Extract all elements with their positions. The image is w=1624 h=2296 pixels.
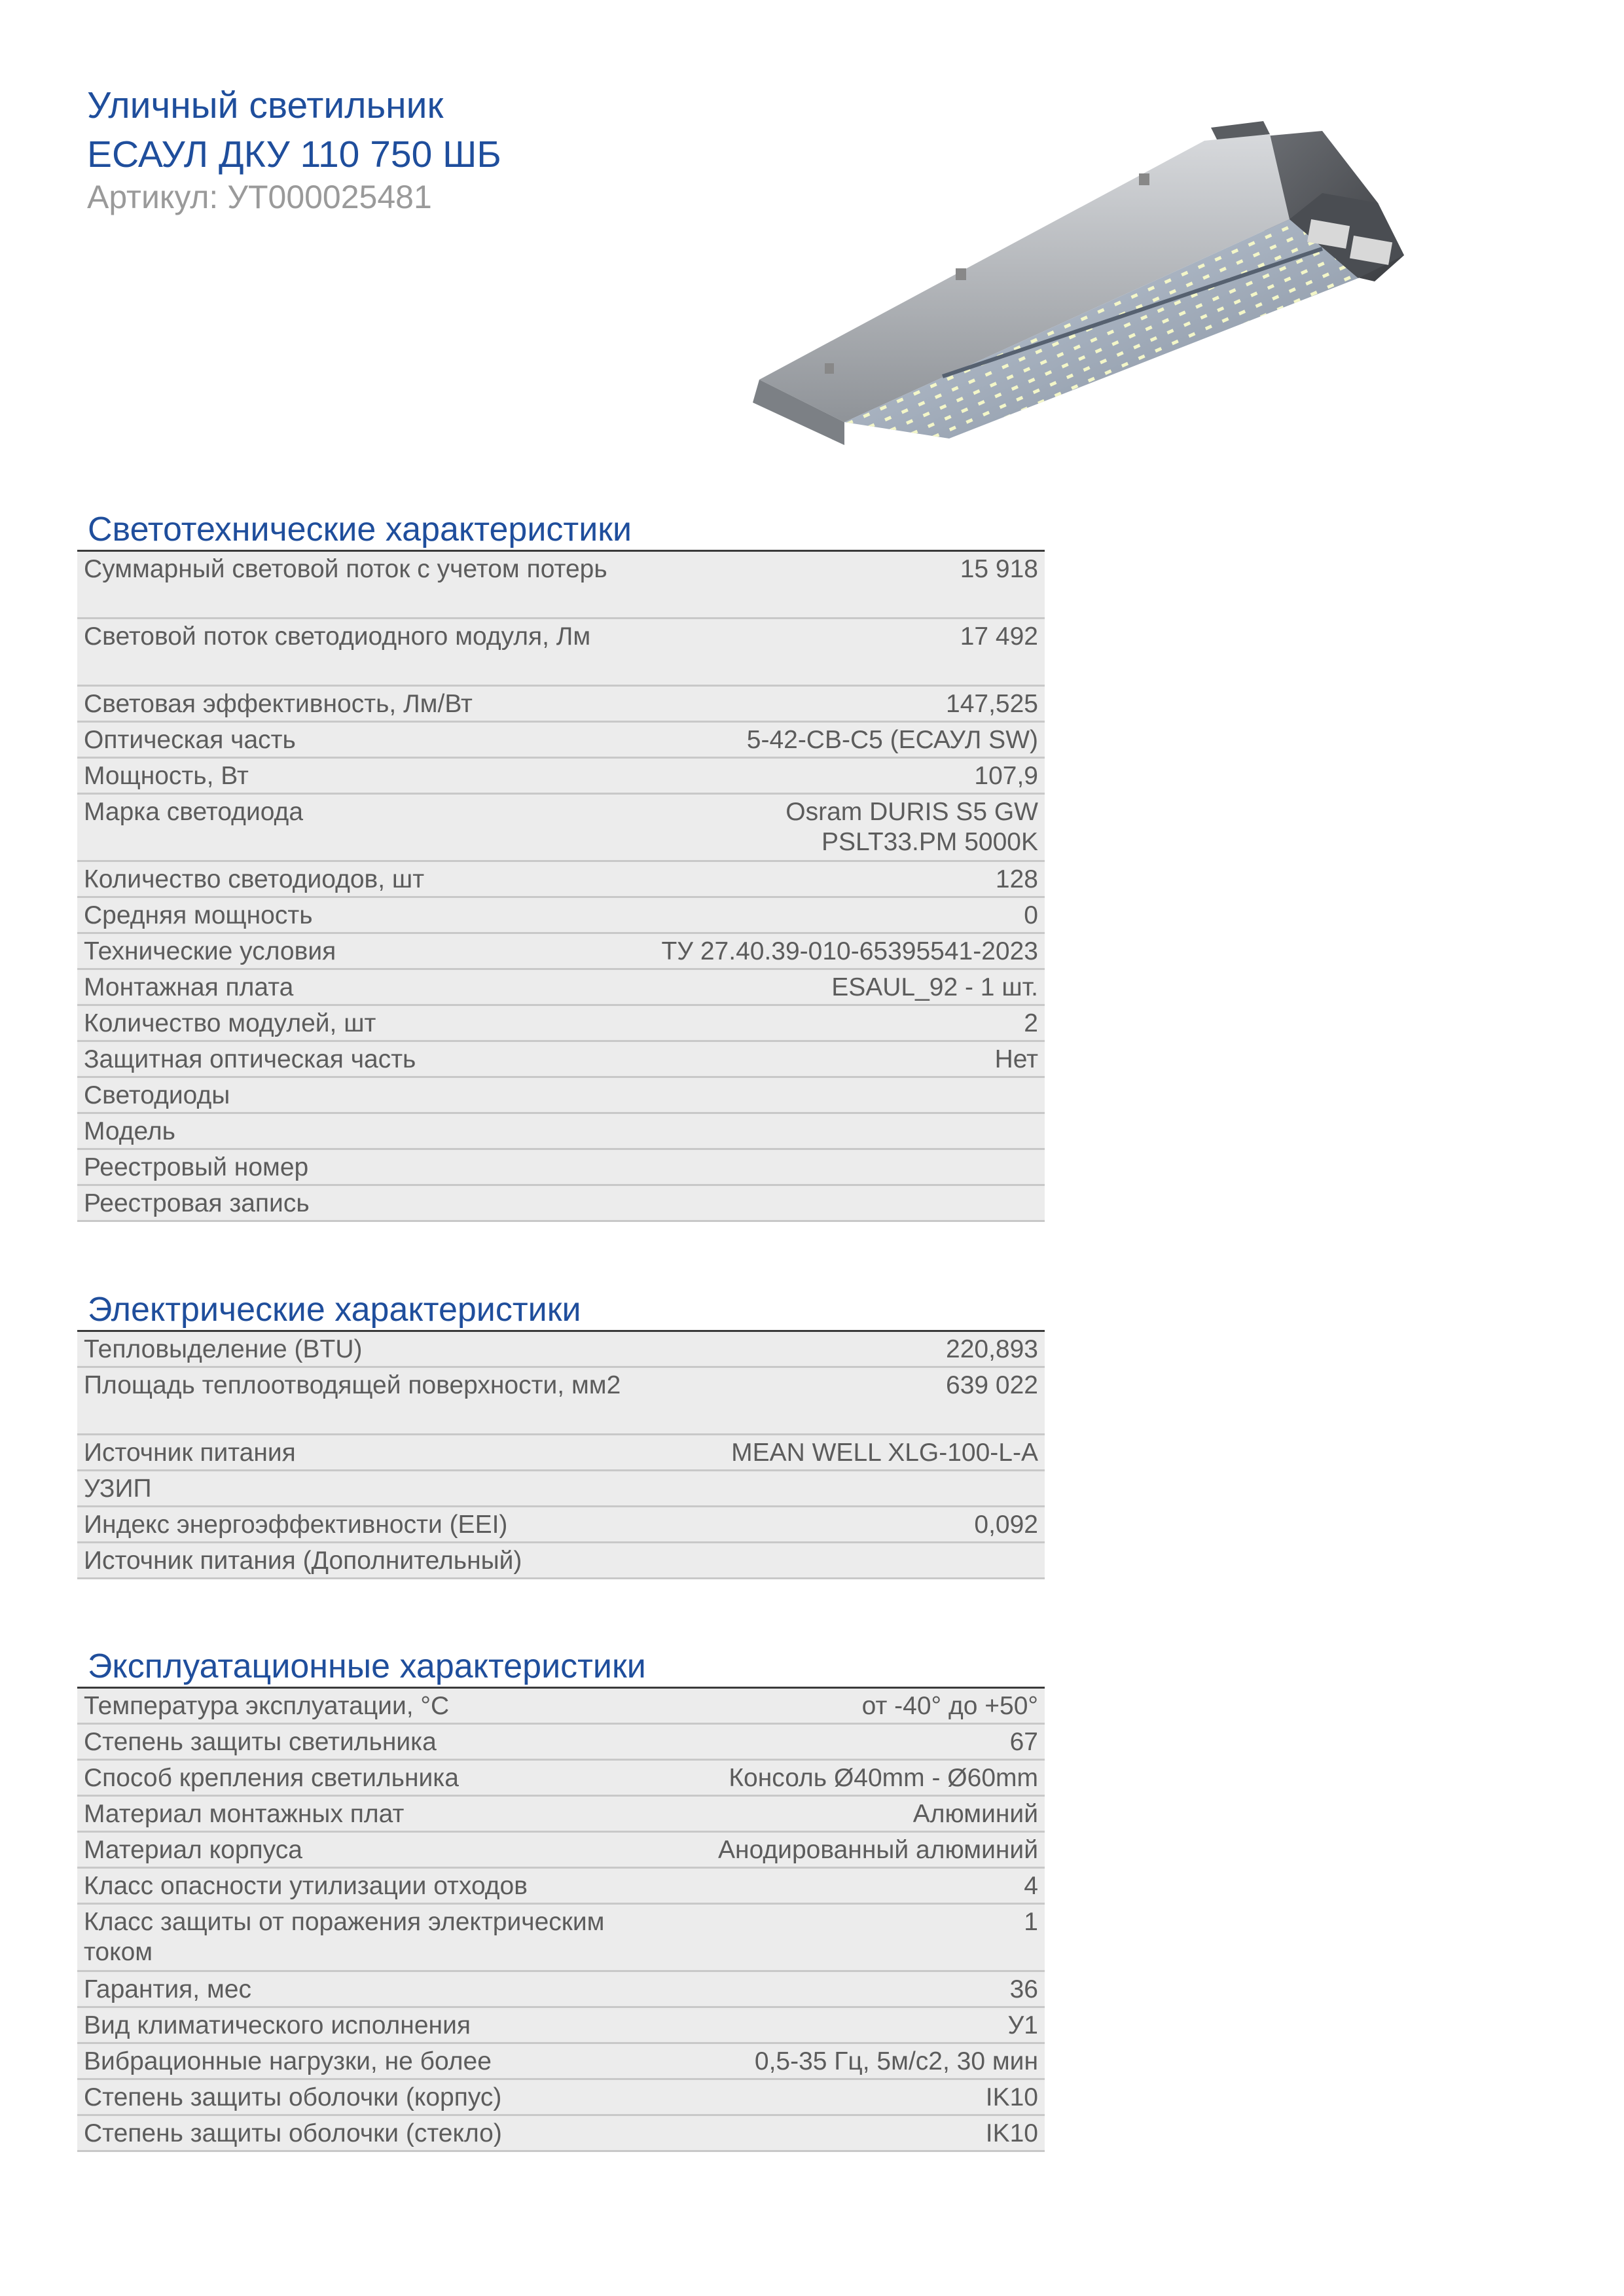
row-value: 5-42-СВ-С5 (ЕСАУЛ SW) (746, 726, 1038, 754)
sku-value: УТ000025481 (227, 179, 432, 215)
section-title: Эксплуатационные характеристики (77, 1646, 1045, 1689)
section-title: Электрические характеристики (77, 1289, 1045, 1332)
row-value: MEAN WELL XLG-100-L-A (731, 1439, 1038, 1467)
table-row (77, 2044, 1045, 2080)
table-row (77, 1869, 1045, 1905)
row-key: Тепловыделение (BTU) (84, 1335, 363, 1363)
row-value: Алюминий (912, 1800, 1038, 1828)
row-key: Индекс энергоэффективности (EEI) (84, 1511, 508, 1539)
table-row (77, 687, 1045, 723)
row-value: 0,092 (974, 1511, 1038, 1539)
section-light (77, 509, 1045, 1222)
table-row (77, 1797, 1045, 1833)
row-key: Вид климатического исполнения (84, 2011, 471, 2039)
table-row (77, 934, 1045, 970)
row-key: Материал корпуса (84, 1836, 302, 1864)
row-value: Консоль Ø40mm - Ø60mm (729, 1764, 1038, 1792)
row-value: 36 (1009, 1975, 1038, 2003)
row-value: 639 022 (946, 1371, 1038, 1399)
row-key: Площадь теплоотводящей поверхности, мм2 (84, 1371, 621, 1399)
row-value-line1: Osram DURIS S5 GW (785, 798, 1038, 826)
row-value: IK10 (985, 2119, 1038, 2147)
row-key: Реестровая запись (84, 1189, 310, 1217)
row-value: IK10 (985, 2083, 1038, 2111)
table-row (77, 759, 1045, 795)
table-row (77, 1471, 1045, 1507)
row-key: Класс защиты от поражения электрическим током (84, 1908, 605, 1966)
row-key: Способ крепления светильника (84, 1764, 459, 1792)
product-title-line1: Уличный светильник (87, 84, 444, 126)
table-row (77, 1761, 1045, 1797)
section-operation (77, 1646, 1045, 2152)
table-row (77, 552, 1045, 619)
row-key: Мощность, Вт (84, 762, 249, 790)
table-row (77, 795, 1045, 862)
row-key: УЗИП (84, 1475, 152, 1503)
row-key: Технические условия (84, 937, 336, 965)
row-value: ESAUL_92 - 1 шт. (831, 973, 1038, 1001)
table-row (77, 2080, 1045, 2116)
row-key: Средняя мощность (84, 901, 313, 929)
row-key: Светодиоды (84, 1081, 230, 1109)
row-key: Источник питания (84, 1439, 296, 1467)
row-value: 220,893 (946, 1335, 1038, 1363)
row-value: 15 918 (960, 555, 1038, 583)
sku (87, 181, 432, 213)
row-key: Степень защиты оболочки (корпус) (84, 2083, 502, 2111)
table-row (77, 1150, 1045, 1186)
row-value: 0 (1024, 901, 1038, 929)
table-row (77, 2116, 1045, 2152)
section-title: Светотехнические характеристики (77, 509, 1045, 552)
table-row (77, 1332, 1045, 1368)
row-key: Количество светодиодов, шт (84, 865, 425, 893)
table-row (77, 1114, 1045, 1150)
row-value: 4 (1024, 1872, 1038, 1900)
table-row (77, 1042, 1045, 1078)
table-row (77, 1972, 1045, 2008)
table-row (77, 2008, 1045, 2044)
section-electric (77, 1289, 1045, 1579)
row-value: 2 (1024, 1009, 1038, 1037)
product-image (746, 115, 1427, 468)
row-value-line2: PSLT33.PM 5000K (821, 828, 1038, 856)
row-value: 107,9 (974, 762, 1038, 790)
row-value: от -40° до +50° (861, 1692, 1038, 1720)
row-value: 1 (1024, 1908, 1038, 1936)
sku-label: Артикул: (87, 179, 219, 215)
row-key: Световой поток светодиодного модуля, Лм (84, 622, 591, 651)
table-row (77, 970, 1045, 1006)
row-value: У1 (1007, 2011, 1038, 2039)
table-row (77, 723, 1045, 759)
row-key: Гарантия, мес (84, 1975, 251, 2003)
row-value: 0,5-35 Гц, 5м/с2, 30 мин (754, 2047, 1038, 2075)
table-row (77, 1507, 1045, 1543)
row-key: Материал монтажных плат (84, 1800, 405, 1828)
row-key: Монтажная плата (84, 973, 294, 1001)
row-value (636, 797, 1038, 857)
row-key: Степень защиты оболочки (стекло) (84, 2119, 502, 2147)
row-value: ТУ 27.40.39-010-65395541-2023 (661, 937, 1038, 965)
table-row (77, 1435, 1045, 1471)
row-value: 67 (1009, 1728, 1038, 1756)
row-key: Температура эксплуатации, °С (84, 1692, 450, 1720)
table-row (77, 1006, 1045, 1042)
table-row (77, 619, 1045, 687)
row-key: Суммарный световой поток с учетом потерь (84, 555, 607, 583)
row-key: Защитная оптическая часть (84, 1045, 416, 1073)
table-row (77, 1689, 1045, 1725)
row-key: Источник питания (Дополнительный) (84, 1547, 522, 1575)
table-row (77, 1368, 1045, 1435)
product-title-line2: ЕСАУЛ ДКУ 110 750 ШБ (87, 134, 501, 175)
table-row (77, 898, 1045, 934)
table-row (77, 1833, 1045, 1869)
row-value: Нет (994, 1045, 1038, 1073)
table-row (77, 1725, 1045, 1761)
table-row (77, 1905, 1045, 1972)
row-key: Световая эффективность, Лм/Вт (84, 690, 473, 718)
row-key: Марка светодиода (84, 798, 304, 826)
table-row (77, 1186, 1045, 1222)
row-key: Класс опасности утилизации отходов (84, 1872, 528, 1900)
table-row (77, 1078, 1045, 1114)
row-key: Вибрационные нагрузки, не более (84, 2047, 492, 2075)
row-key: Степень защиты светильника (84, 1728, 437, 1756)
row-key: Реестровый номер (84, 1153, 309, 1181)
row-value: 17 492 (960, 622, 1038, 651)
row-key: Модель (84, 1117, 175, 1145)
row-key: Количество модулей, шт (84, 1009, 376, 1037)
row-value: Анодированный алюминий (718, 1836, 1038, 1864)
table-row (77, 1543, 1045, 1579)
row-value: 128 (995, 865, 1038, 893)
row-key: Оптическая часть (84, 726, 296, 754)
row-value: 147,525 (946, 690, 1038, 718)
table-row (77, 862, 1045, 898)
